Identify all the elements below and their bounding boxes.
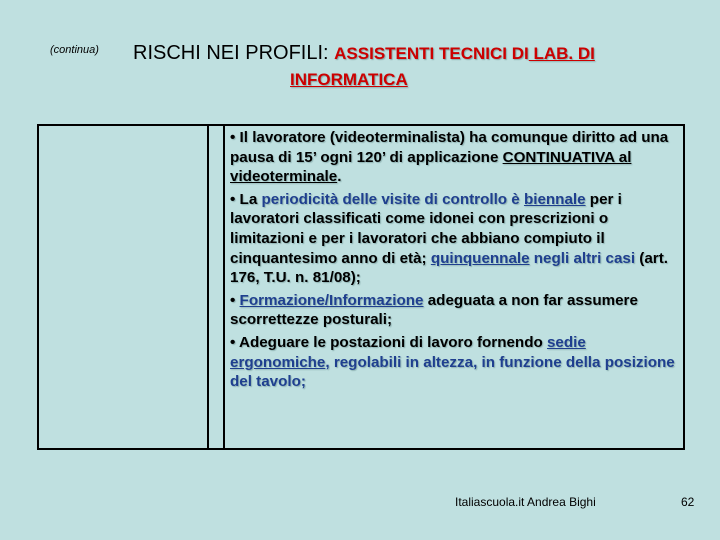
- bullet-periodicity-other: negli altri casi: [529, 249, 640, 267]
- bullet-periodicity-blue: periodicità delle visite di controllo è: [261, 190, 524, 208]
- continua-label: (continua): [50, 44, 99, 56]
- slide-title: [0, 0, 720, 110]
- bullet-training: [230, 291, 675, 330]
- bullet-workstation-text: , regolabili in altezza, in funzione della posizione del tavolo;: [230, 353, 675, 391]
- bullet-pause: [230, 128, 675, 187]
- bullet-periodicity-text: per i lavoratori classificati come idonei con prescrizioni o limitazioni e per i lavoratori che abbiano compiuto il cinquantesimo anno di età;: [230, 190, 622, 267]
- bullet-pause-underlined: CONTINUATIVA al videoterminale: [230, 148, 632, 186]
- footer-author: Italiascuola.it Andrea Bighi: [455, 495, 596, 509]
- bullet-workstation-lead: • Adeguare le postazioni di lavoro fornendo: [230, 333, 547, 351]
- bullet-training-lead: •: [230, 291, 240, 309]
- bullet-training-underlined: Formazione/Informazione: [239, 291, 424, 309]
- title-red-text: [334, 44, 595, 63]
- page-number: 62: [681, 495, 695, 509]
- bullet-pause-text: • Il lavoratore (videoterminalista) ha comunque diritto ad una pausa di 15’ ogni 120’ di applicazione: [230, 129, 669, 166]
- bullet-list: [230, 128, 675, 395]
- frame-divider-right: [223, 126, 225, 448]
- title-main-text: RISCHI NEI PROFILI:: [133, 42, 329, 64]
- title-red-a: ASSISTENTI TECNICI DI: [334, 44, 529, 63]
- bullet-pause-end: .: [337, 168, 342, 186]
- bullet-training-text: adeguata a non far assumere scorrettezze posturali;: [230, 291, 638, 329]
- frame-divider-left: [207, 126, 209, 448]
- bullet-periodicity-biennale: biennale: [523, 190, 586, 208]
- bullet-workstation-chairs: sedie ergonomiche: [230, 333, 586, 371]
- bullet-workstation: [230, 333, 675, 392]
- bullet-periodicity-quinquennale: quinquennale: [430, 249, 530, 267]
- title-line-1: [133, 42, 595, 65]
- title-line-2: INFORMATICA: [290, 70, 408, 89]
- bullet-periodicity-ref: (art. 176, T.U. n. 81/08);: [230, 249, 668, 287]
- bullet-periodicity-lead: • La: [230, 190, 262, 208]
- title-red-b: LAB. DI: [528, 44, 595, 63]
- bullet-periodicity: [230, 190, 675, 288]
